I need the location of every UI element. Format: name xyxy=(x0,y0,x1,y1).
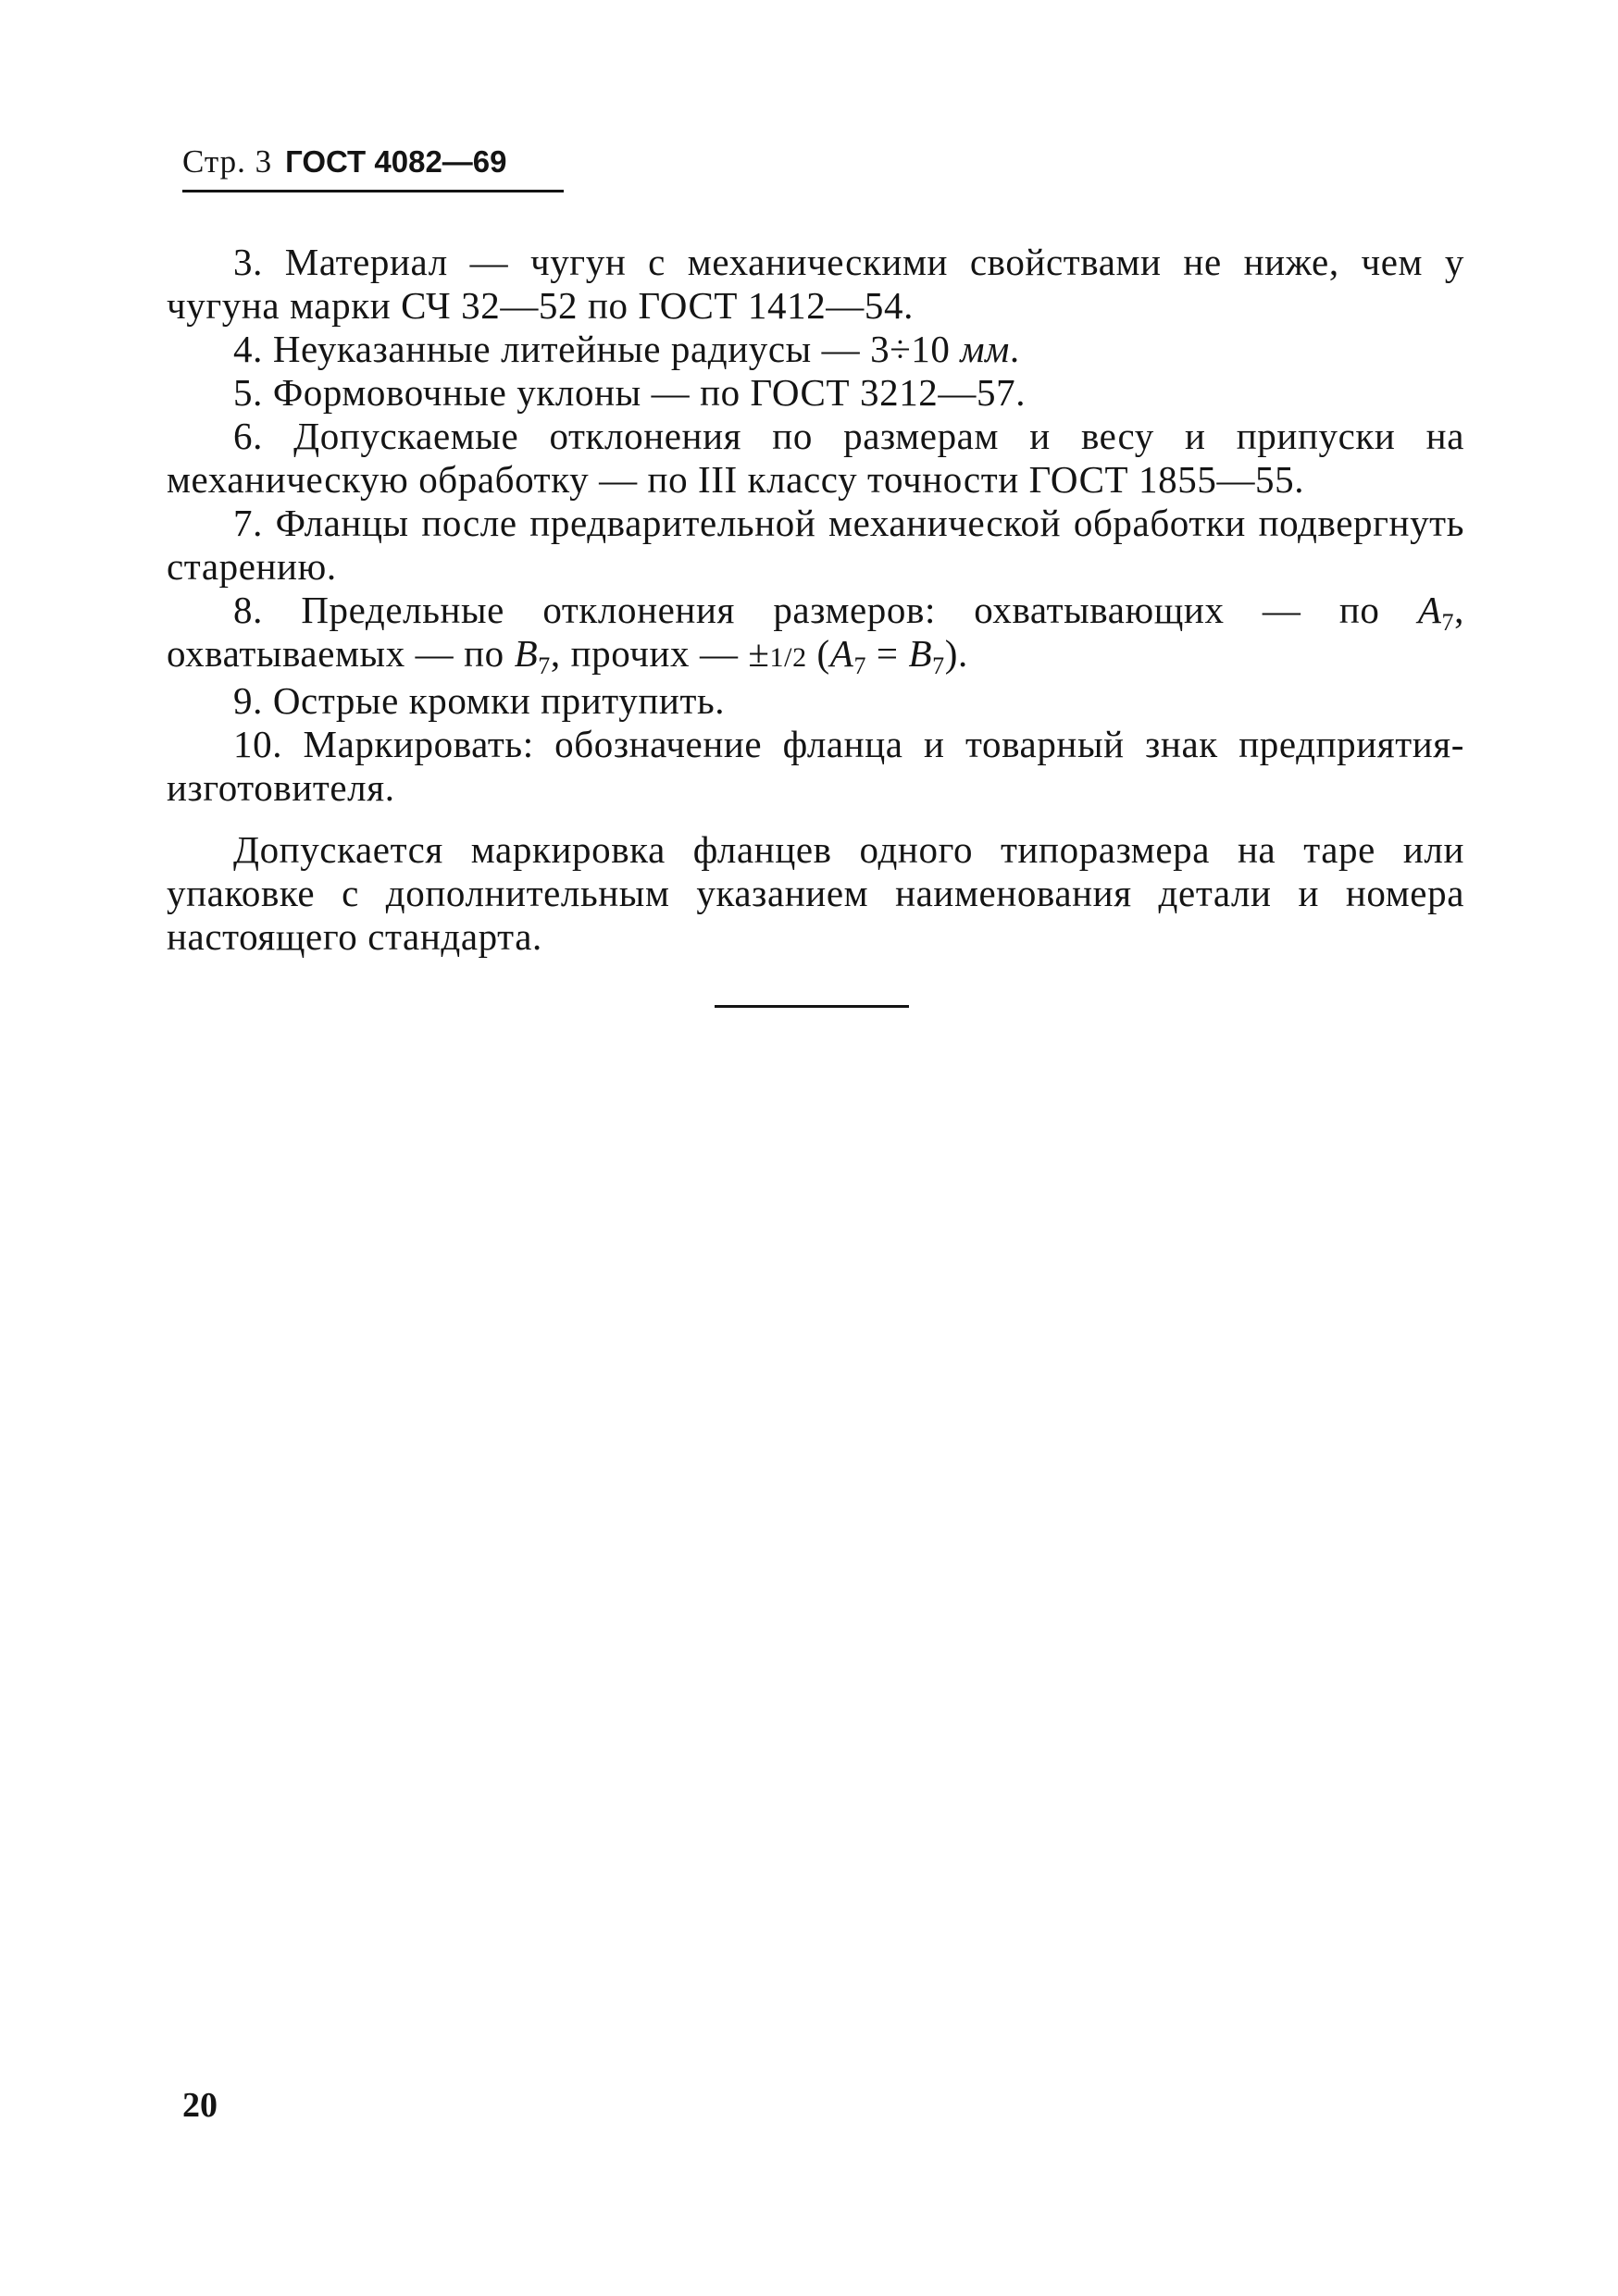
item-number: 5. xyxy=(233,371,263,414)
item-text: Неуказанные литейные радиусы — 3÷10 xyxy=(272,328,961,370)
item-text: , прочих — ± xyxy=(550,632,770,675)
subscript: 7 xyxy=(853,652,867,679)
list-item-8 xyxy=(167,589,1464,679)
item-number: 7. xyxy=(233,502,263,544)
list-item-3 xyxy=(167,241,1464,328)
list-item-4 xyxy=(167,328,1464,371)
item-text: , охватываемых — по xyxy=(167,589,1464,675)
subscript: 7 xyxy=(932,652,945,679)
item-text: Предельные отклонения размеров: охватывающих — по xyxy=(301,589,1418,631)
item-text: Материал — чугун с механическими свойствами не ниже, чем у чугуна марки СЧ 32—52 по ГОСТ 1412—54. xyxy=(167,241,1464,327)
item-number: 9. xyxy=(233,679,263,722)
item-number: 8. xyxy=(233,589,263,631)
subscript: 7 xyxy=(1441,609,1455,636)
list-item-7 xyxy=(167,502,1464,589)
item-number: 4. xyxy=(233,328,263,370)
fraction: 1/2 xyxy=(769,642,807,673)
marking-note: Допускается маркировка фланцев одного типоразмера на таре или упаковке с дополнительным указанием наименования детали и номера настоящего стандарта. xyxy=(167,828,1464,958)
item-text: ( xyxy=(806,632,830,675)
item-text: Формовочные уклоны — по ГОСТ 3212—57. xyxy=(272,371,1027,414)
symbol-b: B xyxy=(514,632,539,675)
page-label: Стр. 3 xyxy=(182,143,273,180)
unit-mm: мм xyxy=(960,328,1010,370)
item-number: 3. xyxy=(233,241,263,283)
header-rule xyxy=(182,190,564,192)
list-item-5 xyxy=(167,371,1464,415)
symbol-b: B xyxy=(908,632,933,675)
item-text: Острые кромки притупить. xyxy=(272,679,726,722)
symbol-a: A xyxy=(829,632,854,675)
end-rule xyxy=(715,1005,909,1008)
symbol-a: A xyxy=(1417,589,1442,631)
item-text: Маркировать: обозначение фланца и товарный знак предприятия-изготовителя. xyxy=(167,723,1464,809)
item-text: = xyxy=(866,632,909,675)
item-text: ). xyxy=(944,632,968,675)
item-number: 6. xyxy=(233,415,263,457)
list-item-10 xyxy=(167,723,1464,810)
item-text: Фланцы после предварительной механической обработки подвергнуть старению. xyxy=(167,502,1464,588)
list-item-9 xyxy=(167,679,1464,723)
requirements-text xyxy=(167,241,1464,959)
item-number: 10. xyxy=(233,723,283,765)
running-header xyxy=(182,139,507,185)
item-text: Допускаемые отклонения по размерам и весу и припуски на механическую обработку — по III классу точности ГОСТ 1855—55. xyxy=(167,415,1464,501)
subscript: 7 xyxy=(538,652,551,679)
list-item-6 xyxy=(167,415,1464,502)
item-text-end: . xyxy=(1009,328,1020,370)
standard-designation: ГОСТ 4082—69 xyxy=(285,144,507,179)
page-number: 20 xyxy=(182,2086,218,2125)
